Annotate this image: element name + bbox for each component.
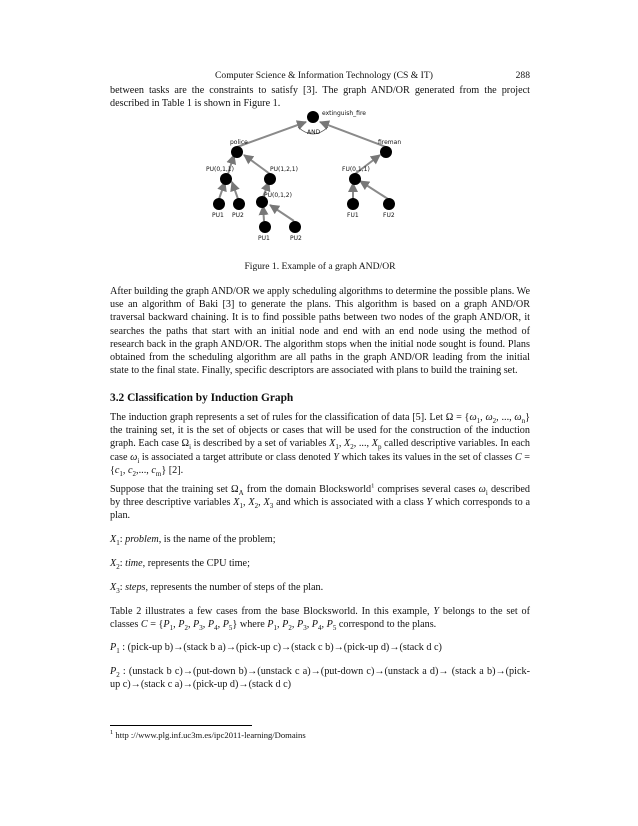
node-root [307, 111, 319, 123]
variable-x2: $X_2$: time, represents the CPU time; [110, 558, 250, 572]
label-fireman: fireman [378, 139, 402, 146]
paragraph-after-figure: After building the graph AND/OR we apply scheduling algorithms to determine the possible plans. We use an algorithm of Baki [3] to generate the plans. This algorithm is based on a graph AND/OR traversal backward chaining. It is to find possible paths between two nodes of the graph AND/OR, it searches the paths that start with an initial node and end with an end node using the method of research back in the graph AND/OR. The algorithm stops when the initial node sought is found. Plans obtained from the scheduling algorithm are all paths in the graph AND/OR leading from the initial state to the final state. Finally, specific descriptors are associated with plans to build the training set. [110, 286, 530, 377]
label-fu011: FU(0,1,1) [342, 166, 370, 173]
paragraph-induction-graph: The induction graph represents a set of rules for the classification of data [5]. Let $\Omega = \{\omega_1$, $\omega_2$, ..., $\omega_n$} the training set, it is the set of objects or cases that will be used for the construction of the induction graph. Each case $\Omega_i$ is described by a set of variables $X_1$, $X_2$, ..., $X_p$ called descriptive variables. In each case $\omega_i$ is associated a target attribute or class denoted Y which takes its values in the set of classes $C = \{c_1$, $c_2$,..., $c_m$} [2]. [110, 412, 531, 478]
node-pu2-a [233, 198, 245, 210]
footnote-divider [110, 725, 252, 726]
intro-paragraph: between tasks are the constraints to satisfy [3]. The graph AND/OR generated from the project described in Table 1 is shown in Figure 1. [110, 85, 530, 110]
label-pu121: PU(1,2,1) [270, 166, 298, 173]
node-police [231, 146, 243, 158]
label-root: extinguish_fire [322, 110, 366, 117]
paragraph-training-set: Suppose that the training set $\Omega_A$ from the domain Blocksworld$^1$ comprises several cases $\omega_i$ described by three descriptive variables $X_1$, $X_2$, $X_3$ and which is associated with a class Y which corresponds to a plan. [110, 482, 531, 522]
edge-pu1b-pu012 [263, 206, 264, 221]
variable-x3: $X_3$: steps, represents the number of steps of the plan. [110, 582, 324, 596]
label-pu2-a: PU2 [232, 212, 244, 219]
section-heading: 3.2 Classification by Induction Graph [110, 392, 294, 404]
plan-p2: $P_2$ : (unstack b c)→(put-down b)→(unstack c a)→(put-down c)→(unstack a d)→ (stack a b)→(pick-up c)→(stack c a)→(pick-up d)→(stack d c) [110, 666, 530, 691]
journal-title: Computer Science & Information Technology (CS & IT) [215, 70, 433, 81]
node-fu2 [383, 198, 395, 210]
edge-pu2b-pu012 [270, 205, 294, 221]
node-fu011 [349, 173, 361, 185]
label-pu011: PU(0,1,1) [206, 166, 234, 173]
label-fu1: FU1 [347, 212, 359, 219]
node-fireman [380, 146, 392, 158]
node-pu1-b [259, 221, 271, 233]
plan-p1: $P_1$ : (pick-up b)→(stack b a)→(pick-up c)→(stack c b)→(pick-up d)→(stack d c) [110, 642, 442, 656]
label-pu2-b: PU2 [290, 235, 302, 242]
node-pu011 [220, 173, 232, 185]
edge-pu2a-pu011 [232, 182, 238, 199]
footnote: $^1$ http ://www.plg.inf.uc3m.es/ipc2011-learning/Domains [110, 729, 306, 740]
edge-fu2-fu011 [360, 181, 388, 199]
label-pu1-a: PU1 [212, 212, 224, 219]
node-pu1-a [213, 198, 225, 210]
label-pu012: PU(0,1,2) [264, 192, 292, 199]
label-pu1-b: PU1 [258, 235, 270, 242]
node-pu2-b [289, 221, 301, 233]
page-number: 288 [515, 70, 530, 81]
label-fu2: FU2 [383, 212, 395, 219]
node-pu121 [264, 173, 276, 185]
node-fu1 [347, 198, 359, 210]
edge-pu121-police [244, 155, 270, 174]
figure-caption: Figure 1. Example of a graph AND/OR [244, 261, 396, 272]
variable-x1: $X_1$: problem, is the name of the problem; [110, 534, 276, 548]
and-or-graph-figure [190, 107, 440, 247]
label-and: AND [307, 129, 321, 136]
edge-fireman-root [320, 122, 386, 147]
paragraph-table2: Table 2 illustrates a few cases from the base Blocksworld. In this example, Y belongs to the set of classes $C = \{P_1$, $P_2$, $P_3$, $P_4$, $P_5$} where $P_1$, $P_2$, $P_3$, $P_4$, $P_5$ correspond to the plans. [110, 606, 530, 633]
label-police: police [230, 139, 248, 146]
